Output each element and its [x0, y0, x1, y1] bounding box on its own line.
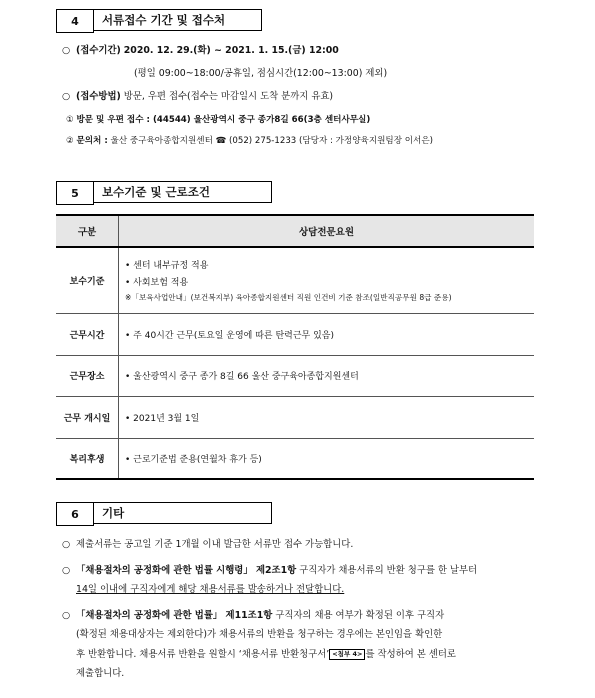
pay-insurance: • 사회보험 적용: [125, 277, 189, 288]
item-2: [66, 134, 433, 148]
item-number: ②: [66, 136, 74, 146]
item-1-text: 방문 및 우편 접수 : (44544) 울산광역시 중구 종가8길 66(3층 센터사무실): [76, 115, 371, 125]
section-number: 6: [56, 502, 94, 526]
welfare-value: • 근로기준법 준용(연월차 휴가 등): [119, 438, 535, 479]
section-5-header: [56, 181, 272, 205]
section-4-header: [56, 9, 262, 33]
note-3: [62, 609, 444, 623]
period-value: 2020. 12. 29.(화) ~ 2021. 1. 15.(금) 12:00: [123, 45, 339, 56]
item-2-label: 문의처 :: [76, 136, 108, 146]
table-row: [56, 438, 534, 479]
note-3-line-3: [76, 648, 456, 662]
table-header-role: 상담전문요원: [119, 215, 535, 247]
row-label-welfare: 복리후생: [56, 438, 119, 479]
note-2-law: 「채용절차의 공정화에 관한 법률 시행령」 제2조1항: [76, 565, 297, 576]
table-row: [56, 355, 534, 396]
method-label: (접수방법): [76, 91, 121, 102]
bullet-circle: ○: [62, 45, 71, 56]
item-number: ①: [66, 115, 74, 125]
place-value: • 울산광역시 중구 종가 8길 66 울산 중구육아종합지원센터: [119, 355, 535, 396]
note-2-line-2: 14일 이내에 구직자에게 해당 채용서류를 발송하거나 전달합니다.: [76, 584, 345, 595]
hours-value: • 주 40시간 근무(토요일 운영에 따른 탄력근무 있음): [119, 313, 535, 355]
bullet-circle: ○: [62, 610, 71, 621]
table-header-category: 구분: [56, 215, 119, 247]
table-row: [56, 313, 534, 355]
work-conditions-table: [56, 214, 534, 480]
row-label-place: 근무장소: [56, 355, 119, 396]
bullet-circle: ○: [62, 539, 71, 550]
row-label-start: 근무 개시일: [56, 396, 119, 438]
note-2: [62, 564, 477, 578]
row-label-pay: 보수기준: [56, 247, 119, 313]
table-row: [56, 396, 534, 438]
note-3-line-2: (확정된 채용대상자는 제외한다)가 채용서류의 반환을 청구하는 경우에는 본인임을 확인한: [76, 629, 443, 640]
note-3-line-3b: 를 작성하여 본 센터로: [365, 649, 456, 660]
row-label-hours: 근무시간: [56, 313, 119, 355]
section-title: 서류접수 기간 및 접수처: [94, 9, 262, 31]
section-number: 5: [56, 181, 94, 205]
item-1: [66, 113, 370, 127]
pay-note: ※「보육사업안내」(보건복지부) 육아종합지원센터 직원 인건비 기준 참조(일반직공무원 8급 준용): [125, 292, 452, 302]
note-1: [62, 538, 353, 552]
note-3-text: 구직자의 채용 여부가 확정된 이후 구직자: [272, 610, 445, 621]
method-line: [62, 90, 333, 104]
pay-rule: • 센터 내부규정 적용: [125, 260, 209, 271]
period-line: [62, 44, 339, 58]
item-2-text: 울산 중구육아종합지원센터 ☎ (052) 275-1233 (담당자 : 가정양육지원팀장 이서은): [110, 136, 434, 146]
note-3-line-4: 제출합니다.: [76, 668, 125, 679]
period-note: (평일 09:00~18:00/공휴일, 점심시간(12:00~13:00) 제외): [134, 68, 388, 79]
note-2-text: 구직자가 채용서류의 반환 청구를 한 날부터: [296, 565, 478, 576]
bullet-circle: ○: [62, 565, 71, 576]
method-value: 방문, 우편 접수(접수는 마감일시 도착 분까지 유효): [123, 91, 334, 102]
section-title: 보수기준 및 근로조건: [94, 181, 272, 203]
attachment-tag: <첨부 4>: [329, 649, 365, 660]
start-value: • 2021년 3월 1일: [119, 396, 535, 438]
period-label: (접수기간): [76, 45, 121, 56]
note-3-law: 「채용절차의 공정화에 관한 법률」 제11조1항: [76, 610, 273, 621]
note-3-line-3a: 후 반환합니다. 채용서류 반환을 원할시 ‘채용서류 반환청구서’: [76, 649, 330, 660]
table-row: [56, 247, 534, 313]
bullet-circle: ○: [62, 91, 71, 102]
section-6-header: [56, 502, 272, 526]
section-title: 기타: [94, 502, 272, 524]
section-number: 4: [56, 9, 94, 33]
note-1-text: 제출서류는 공고일 기준 1개월 이내 발급한 서류만 접수 가능합니다.: [76, 539, 354, 550]
